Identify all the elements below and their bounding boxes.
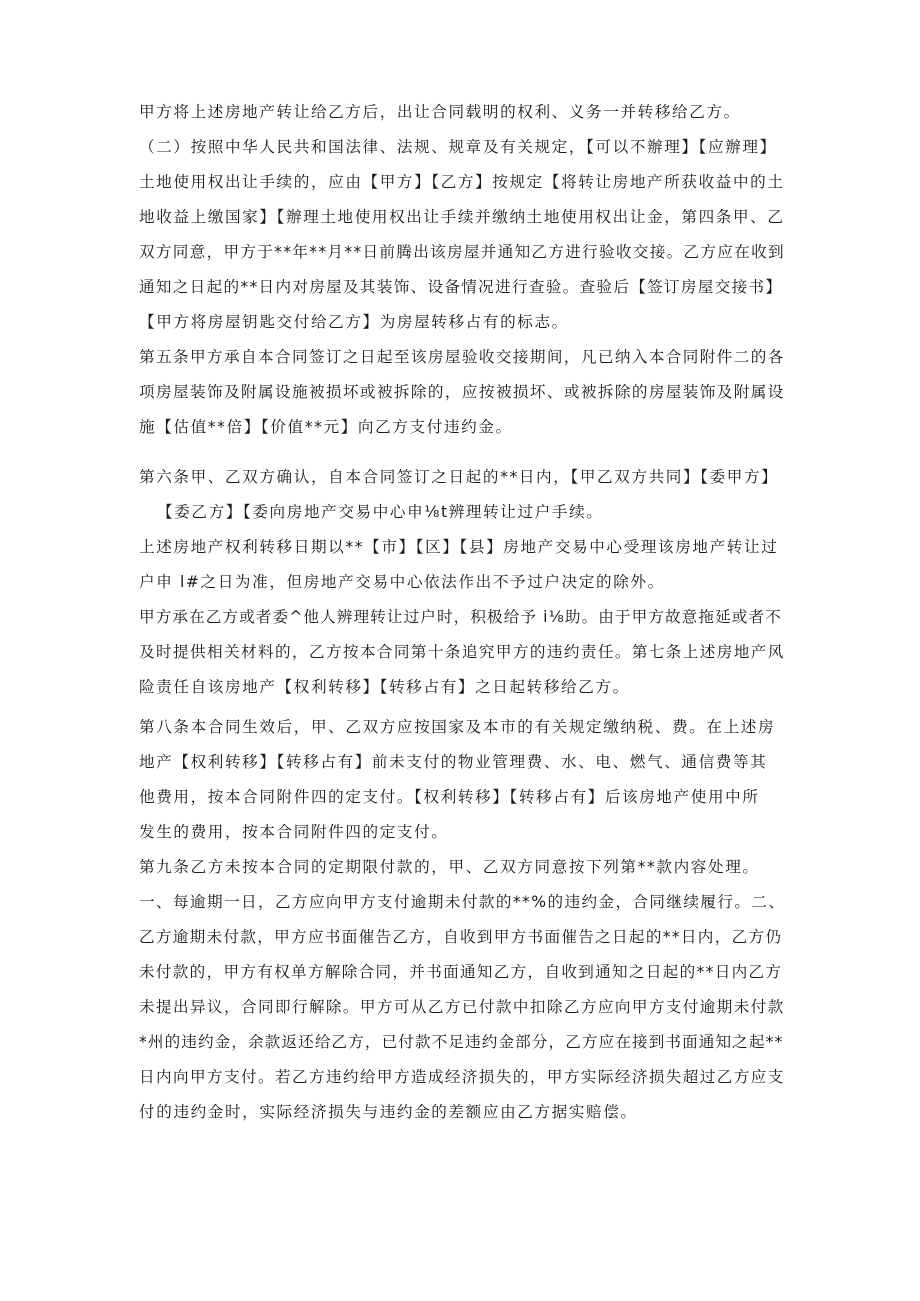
text-line: 通知之日起的**日内对房屋及其装饰、设备情况进行查验。查验后【签订房屋交接书】 [139,278,783,296]
text-line: 甲方将上述房地产转让给乙方后，出让合同载明的权利、义务一并转移给乙方。 [139,103,741,121]
text-line: 一、每逾期一日，乙方应向甲方支付逾期未付款的**%的违约金，合同继续履行。二、 [139,893,786,911]
text-line: 【甲方将房屋钥匙交付给乙方】为房屋转移占有的标志。 [139,313,569,331]
text-line: 地产【权利转移】【转移占有】前未支付的物业管理费、水、电、燃气、通信费等其 [139,753,768,771]
text-line: 日内向甲方支付。若乙方违约给甲方造成经济损失的，甲方实际经济损失超过乙方应支 [139,1068,785,1086]
text-line: 土地使用权出让手续的，应由【甲方】【乙方】按规定【将转让房地产所获收益中的土 [139,173,785,191]
text-line: 未提出异议，合同即行解除。甲方可从乙方已付款中扣除乙方应向甲方支付逾期未付款 [139,998,785,1016]
text-line: 上述房地产权利转移日期以**【市】【区】【县】房地产交易中心受理该房地产转让过 [139,538,779,556]
text-line: 发生的费用，按本合同附件四的定支付。 [139,823,449,841]
text-line: 未付款的，甲方有权单方解除合同，并书面通知乙方，自收到通知之日起的**日内乙方 [139,963,783,981]
text-line: 乙方逾期未付款，甲方应书面催告乙方，自收到甲方书面催告之日起的**日内，乙方仍 [139,928,783,946]
text-line: 施【估值**倍】【价值**元】向乙方支付违约金。 [139,418,513,436]
text-line: 甲方承在乙方或者委^他人辨理转让过户时，积极给予 i⅛助。由于甲方故意拖延或者不 [139,608,782,626]
text-line: *州的违约金，余款返还给乙方，已付款不足违约金部分，乙方应在接到书面通知之起** [139,1033,784,1051]
text-line: 户申 l#之日为准，但房地产交易中心依法作出不予过户决定的除外。 [139,573,665,591]
text-line: 他费用，按本合同附件四的定支付。【权利转移】【转移占有】后该房地产使用中所 [139,788,760,806]
text-line: 地收益上缴国家】【辦理土地使用权出让手续并缴纳土地使用权出让金，第四条甲、乙 [139,208,785,226]
text-line: 险责任自该房地产【权利转移】【转移占有】之日起转移给乙方。 [139,678,630,696]
text-line: 项房屋装饰及附属设施被损坏或被拆除的，应按被损坏、或被拆除的房屋装饰及附属设 [139,383,785,401]
text-line: 及时提供相关材料的，乙方按本合同第十条追究甲方的违约责任。第七条上述房地产风 [139,643,785,661]
text-line: 【委乙方】【委向房地产交易中心申⅛t辨理转让过户手续。 [157,503,604,521]
text-line: 第五条甲方承自本合同签订之日起至该房屋验收交接期间，凡已纳入本合同附件二的各 [139,348,785,366]
text-line: 付的违约金时，实际经济损失与违约金的差额应由乙方据实赔偿。 [139,1103,638,1121]
text-line: 双方同意，甲方于**年**月**日前腾出该房屋并通知乙方进行验收交接。乙方应在收到 [139,243,785,261]
text-line: 第八条本合同生效后，甲、乙双方应按国家及本市的有关规定缴纳税、费。在上述房 [139,718,776,736]
text-line: 第九条乙方未按本合同的定期限付款的，甲、乙双方同意按下列第**款内容处理。 [139,858,760,876]
text-line: 第六条甲、乙双方确认，自本合同签订之日起的**日内，【甲乙双方共同】【委甲方】 [139,468,779,486]
text-line: （二）按照中华人民共和国法律、法规、规章及有关规定，【可以不辦理】【应辦理】 [139,138,777,156]
